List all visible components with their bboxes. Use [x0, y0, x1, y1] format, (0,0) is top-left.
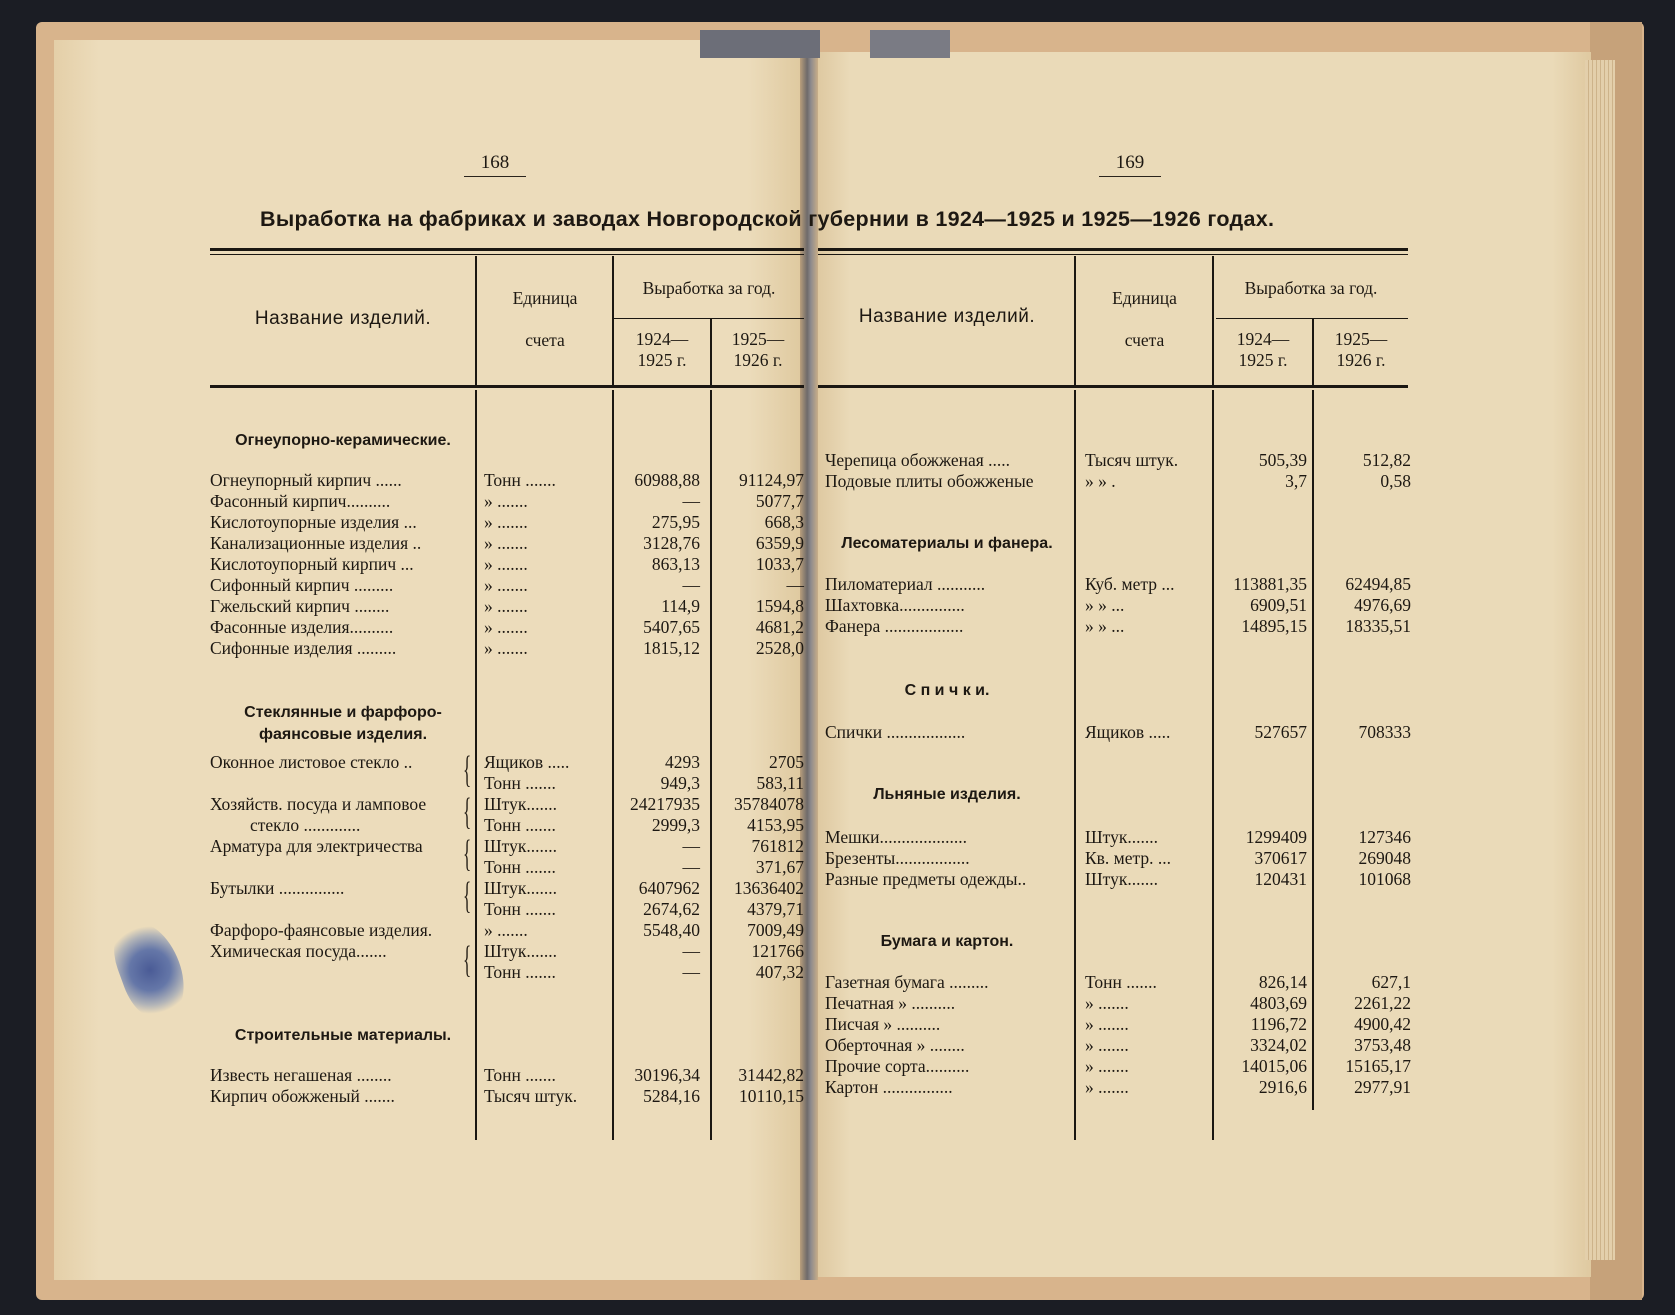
- row-brace: {: [463, 833, 472, 875]
- value-year-2: 371,67: [755, 857, 804, 877]
- table-row: [210, 554, 804, 575]
- value-year-2: 2977,91: [1354, 1077, 1411, 1097]
- value-year-2: 2528,0: [755, 638, 804, 658]
- value-year-1: 5284,16: [643, 1086, 700, 1106]
- item-unit: Штук.......: [484, 878, 557, 898]
- value-year-1: 30196,34: [634, 1065, 700, 1085]
- table-row: [825, 848, 1410, 869]
- table-row: [210, 815, 804, 836]
- item-unit: Куб. метр ...: [1085, 574, 1175, 594]
- value-year-1: 60988,88: [634, 470, 700, 490]
- value-year-1: 6407962: [638, 878, 700, 898]
- table-row: [825, 827, 1410, 848]
- table-row: [210, 794, 804, 815]
- item-unit: » .......: [484, 512, 528, 532]
- item-unit: Тонн .......: [484, 815, 556, 835]
- item-name: Сифонные изделия .........: [210, 638, 397, 658]
- table-row: [825, 616, 1410, 637]
- table-top-rule: [210, 248, 804, 251]
- table-row: [210, 857, 804, 878]
- item-unit: Тонн .......: [484, 899, 556, 919]
- value-year-1: 527657: [1254, 722, 1307, 742]
- table-row: [210, 575, 804, 596]
- column-rule: [475, 256, 477, 386]
- value-year-1: 370617: [1254, 848, 1307, 868]
- value-year-1: —: [682, 491, 700, 511]
- page-number-underline: [1099, 176, 1161, 177]
- item-unit: Штук.......: [484, 941, 557, 961]
- table-row: [210, 878, 804, 899]
- header-bottom-rule: [818, 385, 1408, 388]
- section-title: Стеклянные и фарфоро- фаянсовые изделия.: [244, 704, 442, 743]
- table-row: [210, 596, 804, 617]
- value-year-2: 31442,82: [738, 1065, 804, 1085]
- page-number-underline: [464, 176, 526, 177]
- table-row: [210, 617, 804, 638]
- table-row: [825, 722, 1410, 743]
- value-year-2: 627,1: [1371, 972, 1411, 992]
- row-brace: {: [463, 791, 472, 833]
- item-unit: » .......: [484, 617, 528, 637]
- value-year-1: 14015,06: [1241, 1056, 1307, 1076]
- value-year-2: 583,11: [756, 773, 804, 793]
- item-name: Пиломатериал ...........: [825, 574, 986, 594]
- header-production: Выработка за год.: [642, 278, 776, 298]
- value-year-2: 3753,48: [1354, 1035, 1411, 1055]
- table-row: [210, 470, 804, 491]
- value-year-2: 512,82: [1362, 450, 1411, 470]
- table-row: [825, 1056, 1410, 1077]
- item-name: Мешки....................: [825, 827, 967, 847]
- item-name: Прочие сорта..........: [825, 1056, 970, 1076]
- table-row: [825, 972, 1410, 993]
- value-year-2: 7009,49: [747, 920, 804, 940]
- value-year-1: —: [682, 575, 700, 595]
- section-title: Льняные изделия.: [873, 786, 1021, 803]
- item-unit: Кв. метр. ...: [1085, 848, 1172, 868]
- value-year-2: 269048: [1358, 848, 1411, 868]
- item-unit: Штук.......: [1085, 869, 1158, 889]
- table-row: [210, 638, 804, 659]
- section-title: Лесоматериалы и фанера.: [841, 535, 1053, 552]
- item-unit: » .......: [484, 575, 528, 595]
- table-row: [210, 491, 804, 512]
- item-name: Разные предметы одежды..: [825, 869, 1027, 889]
- value-year-2: 121766: [751, 941, 804, 961]
- value-year-1: 2999,3: [651, 815, 700, 835]
- value-year-1: 114,9: [661, 596, 700, 616]
- item-unit: » .......: [484, 533, 528, 553]
- row-brace: {: [463, 749, 472, 791]
- item-name: Подовые плиты обожженые: [825, 471, 1034, 491]
- item-name: Фасонный кирпич..........: [210, 491, 391, 511]
- value-year-2: 127346: [1358, 827, 1411, 847]
- item-unit: » .......: [1085, 993, 1129, 1013]
- item-name: Фарфоро-фаянсовые изделия.: [210, 920, 433, 940]
- table-row: [210, 752, 804, 773]
- value-year-1: 4803,69: [1250, 993, 1307, 1013]
- value-year-2: 101068: [1358, 869, 1411, 889]
- item-name: Черепица обожженая .....: [825, 450, 1011, 470]
- table-row: [210, 920, 804, 941]
- item-unit: » .......: [484, 554, 528, 574]
- item-name: Печатная » ..........: [825, 993, 956, 1013]
- value-year-1: 3324,02: [1250, 1035, 1307, 1055]
- item-unit: Тонн .......: [484, 857, 556, 877]
- item-unit: » .......: [484, 920, 528, 940]
- item-unit: » .......: [484, 638, 528, 658]
- item-unit: Тонн .......: [484, 773, 556, 793]
- item-name: Гжельский кирпич ........: [210, 596, 390, 616]
- item-name: Картон ................: [825, 1077, 953, 1097]
- value-year-2: 407,32: [755, 962, 804, 982]
- item-name: Шахтовка...............: [825, 595, 965, 615]
- value-year-1: 3,7: [1285, 471, 1307, 491]
- row-brace: {: [463, 875, 472, 917]
- item-unit: Тонн .......: [1085, 972, 1157, 992]
- value-year-2: 15165,17: [1345, 1056, 1411, 1076]
- item-unit: » .......: [484, 596, 528, 616]
- item-unit: » » ...: [1085, 616, 1125, 636]
- table-title: Выработка на фабриках и заводах Новгородской губернии в 1924—1925 и 1925—1926 годах.: [260, 207, 1275, 231]
- table-row: [825, 1077, 1410, 1098]
- value-year-2: 1033,7: [755, 554, 804, 574]
- value-year-2: 4976,69: [1354, 595, 1411, 615]
- item-unit: Тысяч штук.: [484, 1086, 578, 1106]
- item-name: Химическая посуда.......: [210, 941, 387, 961]
- value-year-2: 668,3: [764, 512, 804, 532]
- table-row: [210, 1086, 804, 1107]
- page-edges: [1585, 60, 1615, 1260]
- binding-tape: [700, 30, 820, 58]
- table-row: [210, 512, 804, 533]
- value-year-1: 2916,6: [1258, 1077, 1307, 1097]
- value-year-2: 4900,42: [1354, 1014, 1411, 1034]
- table-row: [825, 869, 1410, 890]
- item-name: Огнеупорный кирпич ......: [210, 470, 402, 490]
- table-top-rule: [818, 248, 1408, 251]
- value-year-1: 3128,76: [643, 533, 700, 553]
- item-unit: Тонн .......: [484, 1065, 556, 1085]
- item-name: Брезенты.................: [825, 848, 970, 868]
- table-row: [210, 962, 804, 983]
- binding-tape: [870, 30, 950, 58]
- item-name: Кислотоупорный кирпич ...: [210, 554, 414, 574]
- item-name: Известь негашеная ........: [210, 1065, 392, 1085]
- item-unit: » .......: [1085, 1056, 1129, 1076]
- table-row: [825, 1035, 1410, 1056]
- value-year-1: 5407,65: [643, 617, 700, 637]
- table-row: [210, 773, 804, 794]
- value-year-1: 275,95: [651, 512, 700, 532]
- item-name: Арматура для электричества: [210, 836, 423, 856]
- value-year-1: 863,13: [651, 554, 700, 574]
- item-name: Спички ..................: [825, 722, 966, 742]
- value-year-2: 0,58: [1380, 471, 1411, 491]
- item-unit: » » .: [1085, 471, 1116, 491]
- value-year-1: —: [682, 857, 700, 877]
- value-year-2: 91124,97: [739, 470, 804, 490]
- value-year-2: 13636402: [734, 878, 804, 898]
- value-year-1: —: [682, 962, 700, 982]
- value-year-2: 761812: [751, 836, 804, 856]
- value-year-2: 4379,71: [747, 899, 804, 919]
- header-year-1: 1924— 1925 г.: [1236, 329, 1290, 370]
- item-name: Сифонный кирпич .........: [210, 575, 394, 595]
- column-rule: [1074, 256, 1076, 386]
- page-number-right: 169: [1115, 152, 1145, 173]
- value-year-2: 6359,9: [755, 533, 804, 553]
- item-name: Канализационные изделия ..: [210, 533, 422, 553]
- item-unit: Тысяч штук.: [1085, 450, 1179, 470]
- item-unit: Штук.......: [484, 794, 557, 814]
- value-year-1: 120431: [1254, 869, 1307, 889]
- item-unit: Тонн .......: [484, 962, 556, 982]
- value-year-1: 949,3: [660, 773, 700, 793]
- header-unit-top: Единица: [512, 288, 578, 308]
- value-year-2: 1594,8: [755, 596, 804, 616]
- table-row: [210, 533, 804, 554]
- page-number-left: 168: [480, 152, 510, 173]
- value-year-2: 35784078: [734, 794, 804, 814]
- header-unit-bottom: счета: [525, 330, 565, 350]
- value-year-1: 1815,12: [643, 638, 700, 658]
- item-name: Писчая » ..........: [825, 1014, 941, 1034]
- table-row: [825, 1014, 1410, 1035]
- item-name: Кирпич обожженый .......: [210, 1086, 395, 1106]
- value-year-1: 6909,51: [1250, 595, 1307, 615]
- table-row: [825, 450, 1410, 471]
- table-top-rule: [210, 254, 804, 255]
- value-year-2: 18335,51: [1345, 616, 1411, 636]
- value-year-1: 5548,40: [643, 920, 700, 940]
- section-title: Огнеупорно-керамические.: [235, 432, 451, 449]
- header-year-1: 1924— 1925 г.: [635, 329, 689, 370]
- table-row: [825, 471, 1410, 492]
- section-title: Строительные материалы.: [234, 1027, 452, 1044]
- value-year-1: —: [682, 941, 700, 961]
- value-year-2: 2261,22: [1354, 993, 1411, 1013]
- value-year-1: 1299409: [1245, 827, 1307, 847]
- item-unit: Штук.......: [484, 836, 557, 856]
- value-year-1: 24217935: [630, 794, 700, 814]
- table-row: [825, 574, 1410, 595]
- item-name: Газетная бумага .........: [825, 972, 989, 992]
- value-year-1: 113881,35: [1233, 574, 1307, 594]
- table-row: [210, 1065, 804, 1086]
- value-year-1: 2674,62: [643, 899, 700, 919]
- table-row: [210, 941, 804, 962]
- item-unit: Ящиков .....: [1085, 722, 1171, 742]
- value-year-1: 826,14: [1258, 972, 1307, 992]
- table-top-rule: [818, 254, 1408, 255]
- item-name: Фанера ..................: [825, 616, 964, 636]
- item-unit: » .......: [1085, 1014, 1129, 1034]
- item-name: Оберточная » ........: [825, 1035, 965, 1055]
- value-year-2: 708333: [1358, 722, 1411, 742]
- value-year-1: —: [682, 836, 700, 856]
- header-name: Название изделий.: [858, 306, 1036, 327]
- table-row: [825, 993, 1410, 1014]
- table-row: [825, 595, 1410, 616]
- item-unit: Штук.......: [1085, 827, 1158, 847]
- value-year-2: 62494,85: [1345, 574, 1411, 594]
- value-year-2: 5077,7: [755, 491, 804, 511]
- item-unit: Ящиков .....: [484, 752, 570, 772]
- value-year-2: 4681,2: [755, 617, 804, 637]
- item-unit: » » ...: [1085, 595, 1125, 615]
- value-year-2: 4153,95: [747, 815, 804, 835]
- value-year-2: 10110,15: [739, 1086, 804, 1106]
- item-unit: » .......: [484, 491, 528, 511]
- value-year-1: 14895,15: [1241, 616, 1307, 636]
- value-year-1: 505,39: [1258, 450, 1307, 470]
- item-name: Бутылки ...............: [210, 878, 345, 898]
- header-divider: [614, 318, 804, 319]
- item-name: Хозяйств. посуда и ламповое: [210, 794, 427, 814]
- header-year-2: 1925— 1926 г.: [1334, 329, 1388, 370]
- header-name: Название изделий.: [254, 308, 432, 329]
- value-year-2: —: [786, 575, 804, 595]
- item-unit: Тонн .......: [484, 470, 556, 490]
- value-year-2: 2705: [769, 752, 804, 772]
- item-name: стекло .............: [250, 815, 361, 835]
- row-brace: {: [463, 939, 472, 981]
- header-bottom-rule: [210, 385, 804, 388]
- table-row: [210, 899, 804, 920]
- header-unit-top: Единица: [1112, 288, 1177, 308]
- value-year-1: 1196,72: [1250, 1014, 1307, 1034]
- item-name: Фасонные изделия..........: [210, 617, 394, 637]
- item-name: Кислотоупорные изделия ...: [210, 512, 417, 532]
- section-title: С п и ч к и.: [904, 682, 990, 699]
- table-row: [210, 836, 804, 857]
- header-production: Выработка за год.: [1244, 278, 1378, 298]
- header-year-2: 1925— 1926 г.: [731, 329, 785, 370]
- value-year-1: 4293: [665, 752, 700, 772]
- item-name: Оконное листовое стекло ..: [210, 752, 413, 772]
- header-unit-bottom: счета: [1124, 330, 1165, 350]
- item-unit: » .......: [1085, 1035, 1129, 1055]
- item-unit: » .......: [1085, 1077, 1129, 1097]
- section-title: Бумага и картон.: [880, 933, 1014, 950]
